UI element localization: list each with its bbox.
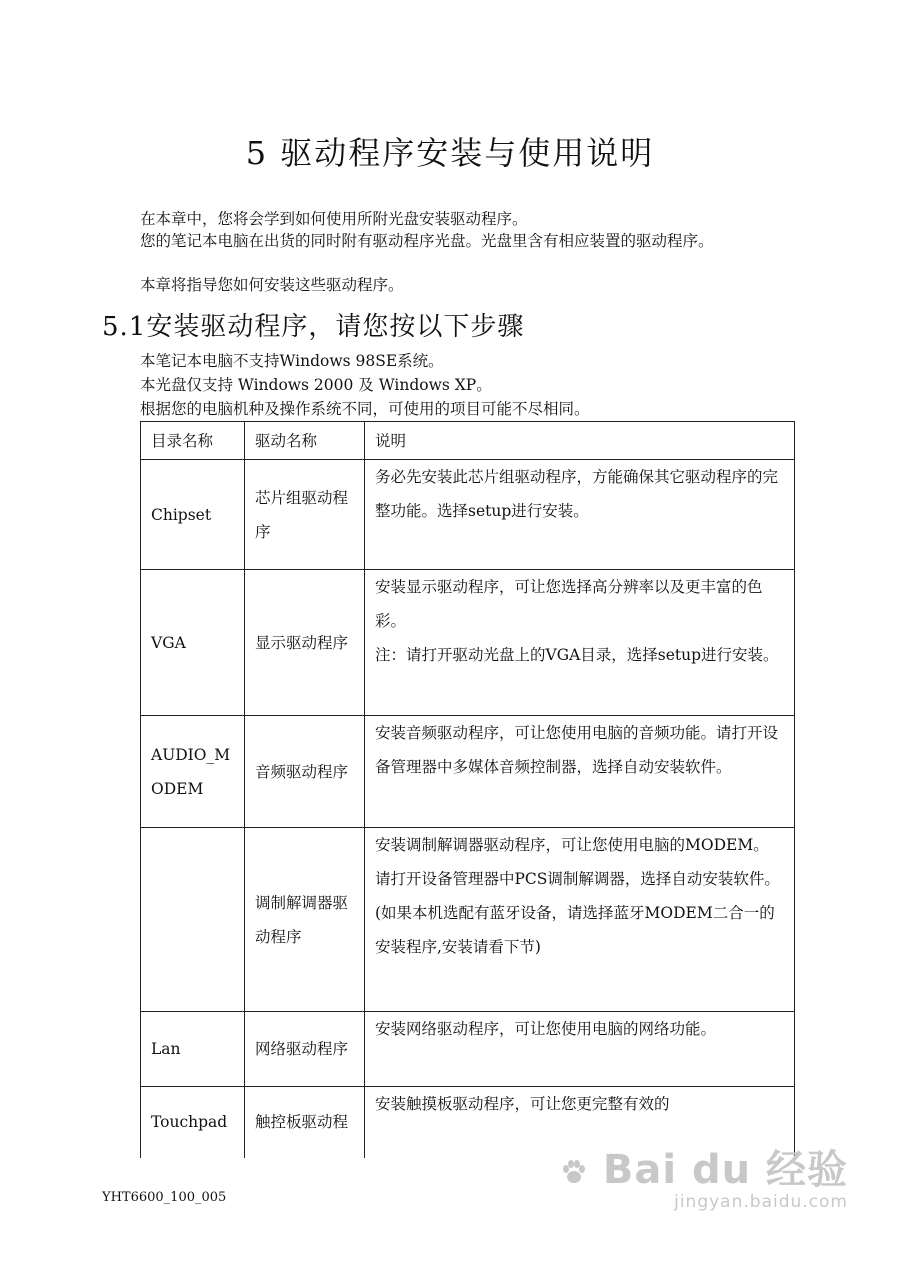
row-directory: Lan	[141, 1012, 245, 1087]
watermark-logo	[560, 1148, 848, 1192]
row-directory: Touchpad	[141, 1087, 245, 1158]
baidu-watermark	[560, 1148, 848, 1212]
row-description: 安装音频驱动程序，可让您使用电脑的音频功能。请打开设备管理器中多媒体音频控制器，选择自动安装软件。	[365, 716, 795, 828]
document-footer: YHT6600_100_005	[102, 1190, 227, 1205]
row-description: 安装网络驱动程序，可让您使用电脑的网络功能。	[365, 1012, 795, 1087]
row-description	[365, 570, 795, 716]
row-driver: 触控板驱动程	[245, 1087, 365, 1158]
chapter-title: 5 驱动程序安装与使用说明	[245, 134, 655, 172]
table-header-row	[141, 422, 795, 460]
row-description: 安装触摸板驱动程序，可让您更完整有效的	[365, 1087, 795, 1158]
driver-table	[140, 421, 795, 1158]
table-row	[141, 460, 795, 570]
row-driver: 芯片组驱动程序	[245, 460, 365, 570]
intro-paragraph-1: 在本章中，您将会学到如何使用所附光盘安装驱动程序。	[140, 210, 528, 228]
row-directory: VGA	[141, 570, 245, 716]
intro-paragraph-3: 本章将指导您如何安装这些驱动程序。	[140, 276, 404, 294]
row-directory	[141, 828, 245, 1012]
row-directory: Chipset	[141, 460, 245, 570]
row-description: 务必先安装此芯片组驱动程序，方能确保其它驱动程序的完整功能。选择setup进行安装。	[365, 460, 795, 570]
table-row	[141, 1012, 795, 1087]
header-directory: 目录名称	[141, 422, 245, 460]
row-driver: 网络驱动程序	[245, 1012, 365, 1087]
row-description-text: 安装显示驱动程序，可让您选择高分辨率以及更丰富的色彩。	[375, 578, 763, 630]
watermark-url: jingyan.baidu.com	[674, 1192, 848, 1212]
section-note-2: 本光盘仅支持 Windows 2000 及 Windows XP。	[140, 376, 492, 394]
intro-paragraph-2: 您的笔记本电脑在出货的同时附有驱动程序光盘。光盘里含有相应装置的驱动程序。	[140, 232, 714, 250]
table-row	[141, 716, 795, 828]
header-description: 说明	[365, 422, 795, 460]
section-note-3: 根据您的电脑机种及操作系统不同，可使用的项目可能不尽相同。	[140, 400, 590, 418]
row-driver: 显示驱动程序	[245, 570, 365, 716]
paw-icon	[560, 1158, 588, 1186]
watermark-logo-text: Bai du 经验	[602, 1147, 848, 1193]
section-title: 5.1安装驱动程序，请您按以下步骤	[102, 312, 525, 342]
header-driver: 驱动名称	[245, 422, 365, 460]
table-row	[141, 570, 795, 716]
row-driver: 调制解调器驱动程序	[245, 828, 365, 1012]
table-row	[141, 828, 795, 1012]
section-note-1: 本笔记本电脑不支持Windows 98SE系统。	[140, 352, 444, 370]
row-description-note: 注：请打开驱动光盘上的VGA目录，选择setup进行安装。	[375, 646, 779, 664]
row-description: 安装调制解调器驱动程序，可让您使用电脑的MODEM。请打开设备管理器中PCS调制解调器，选择自动安装软件。(如果本机选配有蓝牙设备，请选择蓝牙MODEM二合一的安装程序,安装请看下节)	[365, 828, 795, 1012]
row-driver: 音频驱动程序	[245, 716, 365, 828]
row-directory: AUDIO_MODEM	[141, 716, 245, 828]
